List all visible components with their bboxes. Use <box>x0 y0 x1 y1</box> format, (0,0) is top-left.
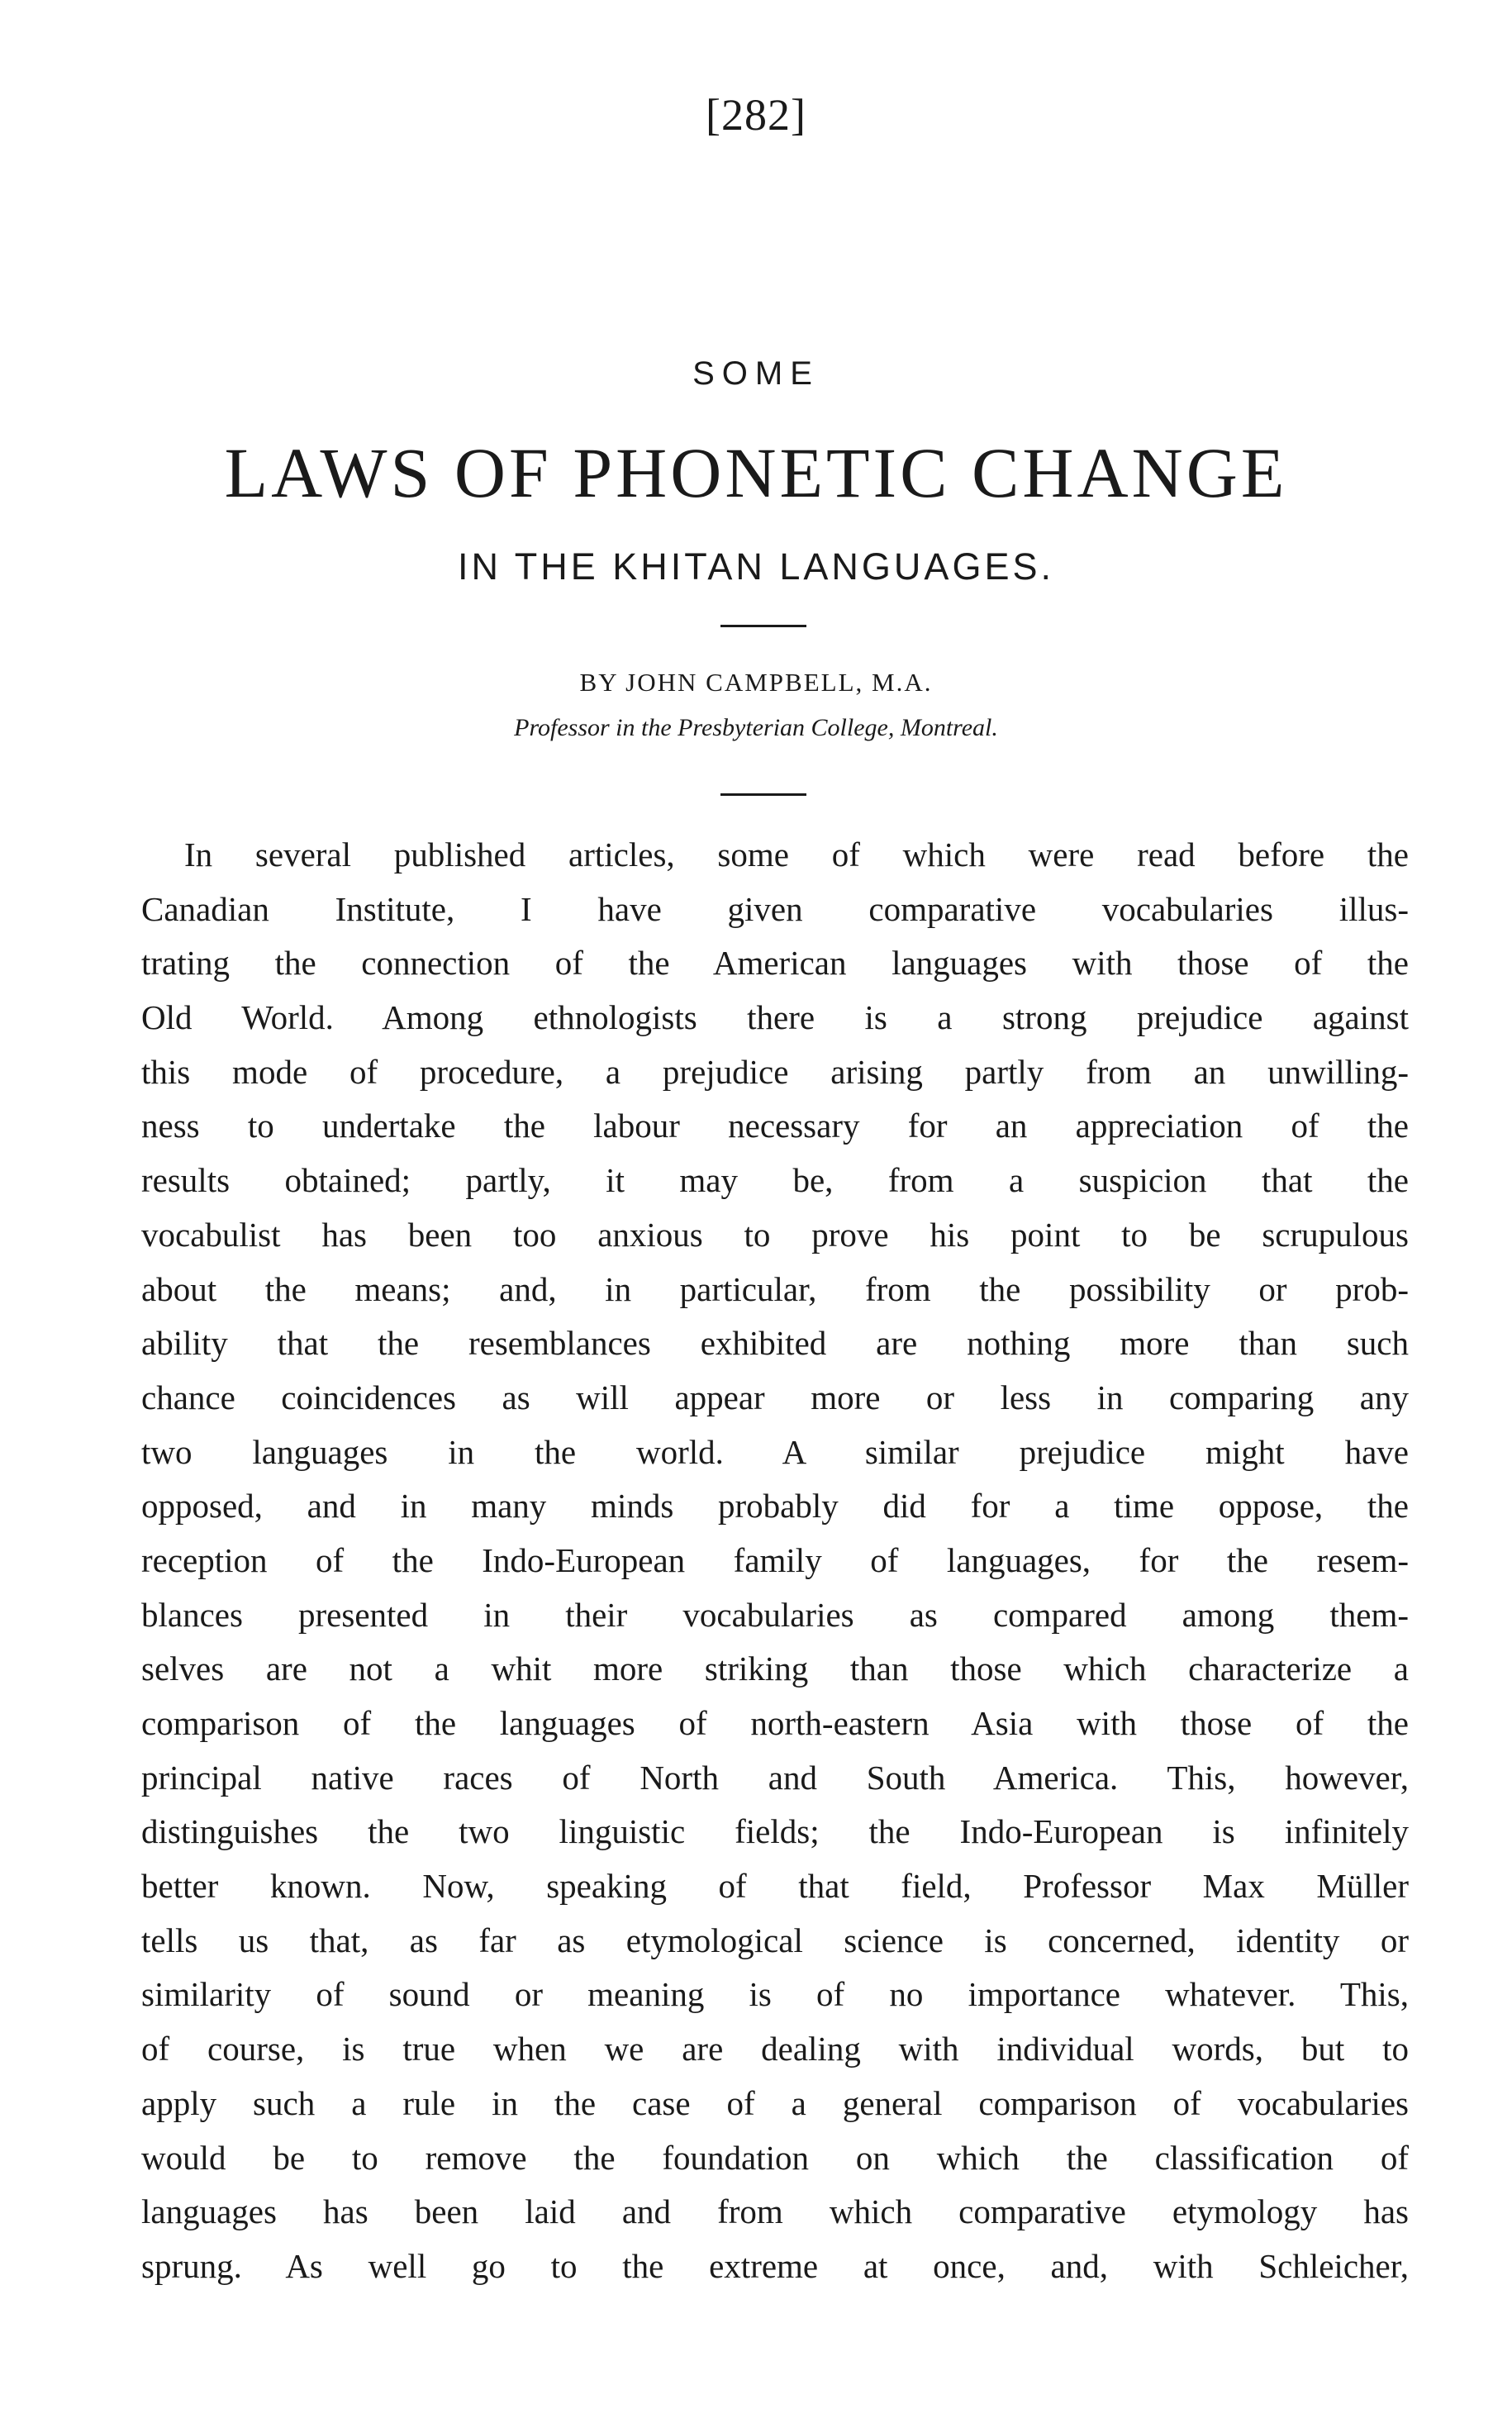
text-line: ness to undertake the labour necessary for an appreciation of the <box>141 1107 1409 1145</box>
text-line: apply such a rule in the case of a general comparison of vocabularies <box>141 2083 1409 2122</box>
author-byline: BY JOHN CAMPBELL, M.A. <box>579 668 933 697</box>
text-line: principal native races of North and South America. This, however, <box>141 1758 1409 1797</box>
text-line: sprung. As well go to the extreme at once, and, with Schleicher, <box>141 2246 1409 2285</box>
text-line: In several published articles, some of which were read before the <box>184 835 1409 874</box>
text-line: ability that the resemblances exhibited are nothing more than such <box>141 1324 1409 1363</box>
text-line: of course, is true when we are dealing with individual words, but to <box>141 2030 1409 2068</box>
text-line: languages has been laid and from which comparative etymology has <box>141 2192 1409 2231</box>
text-line: chance coincidences as will appear more or less in comparing any <box>141 1378 1409 1416</box>
divider-rule <box>720 793 806 796</box>
author-affiliation: Professor in the Presbyterian College, Montreal. <box>514 714 998 741</box>
text-line: blances presented in their vocabularies as compared among them- <box>141 1595 1409 1634</box>
text-line: reception of the Indo-European family of languages, for the resem- <box>141 1540 1409 1579</box>
article-title: LAWS OF PHONETIC CHANGE <box>224 433 1288 512</box>
page-number: [282] <box>706 90 806 140</box>
text-line: trating the connection of the American languages with those of the <box>141 944 1409 983</box>
text-line: distinguishes the two linguistic fields; the Indo-European is infinitely <box>141 1812 1409 1851</box>
text-line: tells us that, as far as etymological science is concerned, identity or <box>141 1921 1409 1959</box>
text-line: comparison of the languages of north-eastern Asia with those of the <box>141 1704 1409 1742</box>
text-line: Canadian Institute, I have given comparative vocabularies illus- <box>141 889 1409 928</box>
text-line: results obtained; partly, it may be, from a suspicion that the <box>141 1161 1409 1200</box>
text-line: Old World. Among ethnologists there is a strong prejudice against <box>141 998 1409 1037</box>
text-line: would be to remove the foundation on which the classification of <box>141 2138 1409 2177</box>
text-line: selves are not a whit more striking than those which characterize a <box>141 1649 1409 1688</box>
text-line: about the means; and, in particular, from the possibility or prob- <box>141 1269 1409 1308</box>
title-kicker: SOME <box>692 355 820 392</box>
text-line: vocabulist has been too anxious to prove his point to be scrupulous <box>141 1215 1409 1254</box>
divider-rule <box>720 625 806 627</box>
text-line: better known. Now, speaking of that field, Professor Max Müller <box>141 1867 1409 1906</box>
body-paragraph <box>141 828 1409 2294</box>
text-line: opposed, and in many minds probably did for a time oppose, the <box>141 1487 1409 1526</box>
text-line: two languages in the world. A similar prejudice might have <box>141 1432 1409 1471</box>
text-line: this mode of procedure, a prejudice arising partly from an unwilling- <box>141 1052 1409 1091</box>
text-line: similarity of sound or meaning is of no importance whatever. This, <box>141 1975 1409 2014</box>
article-subtitle: IN THE KHITAN LANGUAGES. <box>458 545 1054 588</box>
